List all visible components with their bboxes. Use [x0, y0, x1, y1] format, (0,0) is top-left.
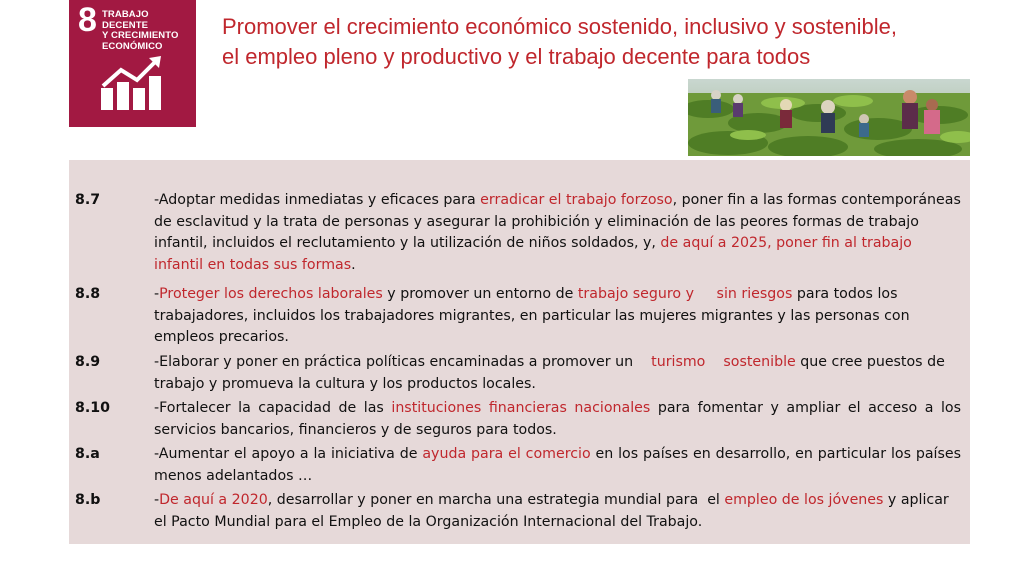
highlighted-phrase: turismo sostenible	[651, 354, 796, 370]
agricultural-workers-photo	[688, 79, 970, 156]
highlighted-phrase: ayuda para el comercio	[422, 446, 591, 462]
target-number: 8.9	[75, 354, 101, 370]
text-segment: para fomentar y ampliar el acceso a los servicios bancarios, financieros y de seguros para todos.	[154, 400, 966, 438]
text-segment: -Aumentar el apoyo a la iniciativa de	[154, 446, 423, 462]
title-line-1: Promover el crecimiento económico sostenido, inclusivo y sostenible,	[222, 14, 897, 39]
text-segment: en los países en desarrollo, en particular los países menos adelantados …	[154, 446, 966, 484]
text-segment: y promover un entorno de	[382, 286, 578, 302]
targets-panel	[69, 160, 970, 544]
text-segment: -	[154, 286, 160, 302]
target-number: 8.7	[75, 192, 101, 208]
highlighted-phrase: empleo de los jóvenes	[724, 492, 884, 508]
highlighted-phrase: trabajo seguro y sin riesgos	[577, 286, 793, 302]
text-segment: , poner fin a las formas contemporáneas de esclavitud y la trata de personas y asegurar la prohibición y eliminación de las peores formas de trabajo infantil, incluidos el reclutamiento y la utilización de niños soldados, y,	[154, 192, 966, 251]
target-text	[154, 398, 966, 441]
growth-chart-icon	[101, 56, 165, 112]
sdg-label-line: Y CRECIMIENTO	[102, 30, 179, 41]
text-segment: -	[154, 492, 160, 508]
sdg8-logo	[69, 0, 196, 127]
text-segment: que cree puestos de trabajo y promueva la cultura y los productos locales.	[154, 354, 950, 392]
highlighted-phrase: de aquí a 2025, poner fin al trabajo infantil en todas sus formas	[154, 235, 917, 273]
highlighted-phrase: instituciones financieras nacionales	[391, 400, 651, 416]
highlighted-phrase: De aquí a 2020	[159, 492, 268, 508]
text-segment: -Fortalecer la capacidad de las	[154, 400, 392, 416]
target-number: 8.8	[75, 286, 101, 302]
text-segment: .	[351, 256, 356, 273]
sdg-label-line: ECONÓMICO	[102, 40, 163, 52]
target-text	[154, 352, 961, 395]
highlighted-phrase: Proteger los derechos laborales	[159, 286, 383, 302]
target-number: 8.b	[75, 492, 101, 508]
title-line-2: el empleo pleno y productivo y el trabajo decente para todos	[222, 44, 811, 69]
sdg-number: 8	[78, 1, 97, 39]
text-segment: y aplicar el Pacto Mundial para el Empleo de la Organización Internacional del Trabajo.	[154, 492, 954, 530]
sdg-label	[102, 10, 194, 52]
page-title	[222, 12, 982, 72]
highlighted-phrase: erradicar el trabajo forzoso	[480, 192, 673, 208]
target-text	[154, 190, 966, 276]
text-segment: -Elaborar y poner en práctica políticas encaminadas a promover un	[154, 354, 652, 370]
text-segment: -Adoptar medidas inmediatas y eficaces para	[154, 192, 481, 208]
text-segment: , desarrollar y poner en marcha una estrategia mundial para el	[267, 492, 725, 508]
target-text	[154, 490, 961, 533]
target-number: 8.10	[75, 400, 111, 416]
target-number: 8.a	[75, 446, 100, 462]
sdg-label-line: TRABAJO DECENTE	[102, 9, 149, 31]
target-text	[154, 284, 961, 349]
target-text	[154, 444, 966, 487]
text-segment: para todos los trabajadores, incluidos los trabajadores migrantes, en particular las mujeres migrantes y las personas con empleos precarios.	[154, 286, 915, 345]
